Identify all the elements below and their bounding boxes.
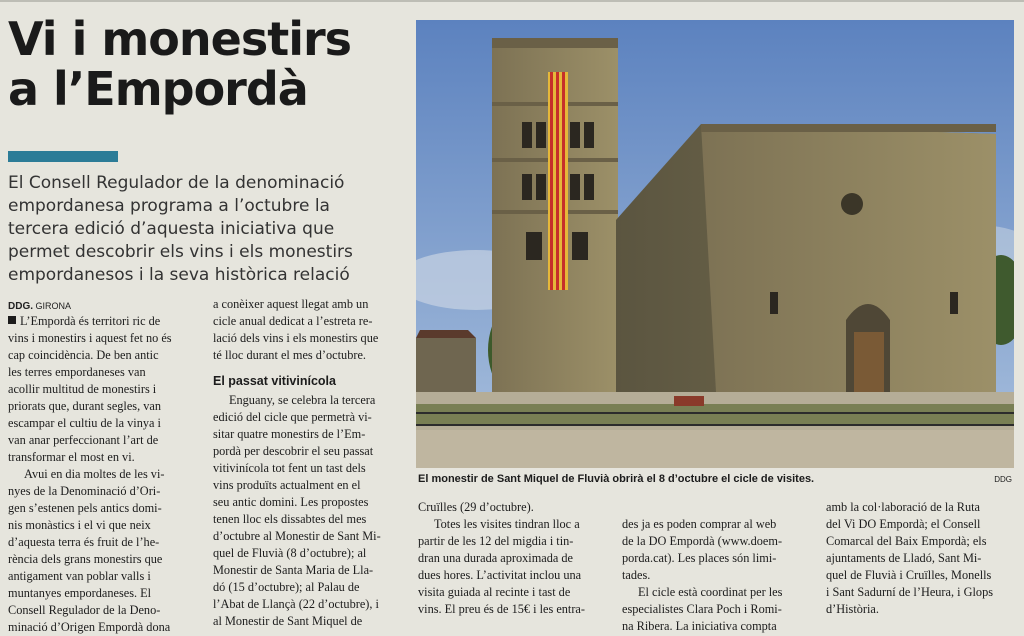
text-line: muntanyes empordaneses. El: [8, 586, 152, 600]
text-line: lació dels vins i els monestirs que: [213, 331, 379, 345]
paragraph-square-icon: [8, 316, 16, 324]
text-line: transformar el most en vi.: [8, 450, 135, 464]
text-line: na Ribera. La iniciativa compta: [622, 619, 777, 633]
section-heading: El passat vitivinícola: [213, 374, 336, 388]
text-line: de la DO Empordà (www.doem-: [622, 534, 783, 548]
article-column-3: [418, 499, 608, 618]
headline-line: a l’Empordà: [8, 62, 308, 116]
text-line: té lloc durant el mes d’octubre.: [213, 348, 366, 362]
text-line: acollir multitud de monestirs i: [8, 382, 157, 396]
text-line: El cicle està coordinat per les: [638, 585, 783, 599]
text-line: des ja es poden comprar al web: [622, 517, 777, 531]
text-line: d’octubre al Monestir de Sant Mi-: [213, 529, 381, 543]
text-line: especialistes Clara Poch i Romi-: [622, 602, 782, 616]
text-line: dues hores. L’activitat inclou una: [418, 568, 582, 582]
subhead-line: empordanesa programa a l’octubre la: [8, 196, 330, 216]
text-line: edició del cicle que permetrà vi-: [213, 410, 372, 424]
text-line: seu antic domini. Les propostes: [213, 495, 369, 509]
subhead-line: permet descobrir els vins i els monestirs: [8, 242, 353, 262]
text-line: vins i monestirs i aquest fet no és: [8, 331, 172, 345]
text-line: tenen lloc els dissabtes del mes: [213, 512, 367, 526]
subhead-line: empordanesos i la seva històrica relació: [8, 265, 350, 285]
text-line: pordà per descobrir el seu passat: [213, 444, 374, 458]
text-line: ajuntaments de Lladó, Sant Mi-: [826, 551, 982, 565]
caption-text: El monestir de Sant Miquel de Fluvià obrirà el 8 d’octubre el cicle de visites.: [418, 473, 815, 485]
text-line: Totes les visites tindran lloc a: [434, 517, 580, 531]
text-line: partir de les 12 del migdia i tin-: [418, 534, 574, 548]
text-line: amb la col·laboració de la Ruta: [826, 500, 980, 514]
text-line: priorats que, durant segles, van: [8, 399, 161, 413]
photo-caption: [418, 473, 1016, 485]
text-line: Consell Regulador de la Deno-: [8, 603, 161, 617]
text-line: vins. El preu és de 15€ i les entra-: [418, 602, 585, 616]
subhead-line: tercera edició d’aquesta iniciativa que: [8, 219, 335, 239]
text-line: vins produïts actualment en el: [213, 478, 361, 492]
headline-line: Vi i monestirs: [8, 12, 352, 66]
article-column-1: [8, 313, 198, 636]
article-column-4: [622, 516, 812, 635]
page-top-rule: [0, 0, 1024, 2]
text-line: sitar quatre monestirs de l’Em-: [213, 427, 366, 441]
accent-bar: [8, 151, 118, 162]
subhead-line: El Consell Regulador de la denominació: [8, 173, 345, 193]
text-line: cicle anual dedicat a l’estreta re-: [213, 314, 373, 328]
text-line: dó (15 d’octubre); al Palau de: [213, 580, 360, 594]
text-line: nyes de la Denominació d’Ori-: [8, 484, 161, 498]
text-line: d’Història.: [826, 602, 879, 616]
monastery-photo: [416, 20, 1014, 468]
text-line: a conèixer aquest llegat amb un: [213, 297, 369, 311]
text-line: minació d’Origen Empordà dona: [8, 620, 171, 634]
text-line: escampar el cultiu de la vinya i: [8, 416, 161, 430]
text-line: antigament van poblar valls i: [8, 569, 151, 583]
text-line: porda.cat). Les places són limi-: [622, 551, 777, 565]
text-line: visita guiada al recinte i tast de: [418, 585, 571, 599]
text-line: Avui en dia moltes de les vi-: [24, 467, 165, 481]
text-line: dran una durada aproximada de: [418, 551, 574, 565]
photo-credit: DDG: [994, 475, 1012, 484]
article-column-5: [826, 499, 1018, 618]
subheadline: [8, 172, 413, 287]
text-line: Enguany, se celebra la tercera: [229, 393, 376, 407]
byline-place: GIRONA: [35, 301, 72, 311]
article-column-2: [213, 296, 403, 630]
byline-author: DDG.: [8, 301, 33, 312]
text-line: nis monàstics i el vi que neix: [8, 518, 151, 532]
text-line: al Monestir de Sant Miquel de: [213, 614, 363, 628]
text-line: i Sant Sadurní de l’Heura, i Glops: [826, 585, 994, 599]
text-line: Monestir de Santa Maria de Lla-: [213, 563, 374, 577]
text-line: del Vi DO Empordà; el Consell: [826, 517, 981, 531]
text-line: L’Empordà és territori ric de: [8, 313, 198, 330]
text-line: Cruïlles (29 d’octubre).: [418, 500, 534, 514]
text-line: gen s’estenen pels antics domi-: [8, 501, 162, 515]
text-line: Comarcal del Baix Empordà; els: [826, 534, 987, 548]
byline: [8, 301, 71, 312]
text-line: l’Abat de Llançà (22 d’octubre), i: [213, 597, 379, 611]
text-line: quel de Fluvià (8 d’octubre); al: [213, 546, 367, 560]
text-line: rència dels grans monestirs que: [8, 552, 163, 566]
monastery-photo-illustration: [416, 20, 1014, 468]
text-line: tades.: [622, 568, 651, 582]
text-line: quel de Fluvià i Cruïlles, Monells: [826, 568, 992, 582]
text-line: van anar perfeccionant l’art de: [8, 433, 159, 447]
headline: [8, 14, 408, 114]
text-line: cap coincidència. De ben antic: [8, 348, 159, 362]
text-line: d’aquesta terra és fruit de l’he-: [8, 535, 160, 549]
text-line: les terres empordaneses van: [8, 365, 146, 379]
text-line: vitivinícola tot fent un tast dels: [213, 461, 366, 475]
